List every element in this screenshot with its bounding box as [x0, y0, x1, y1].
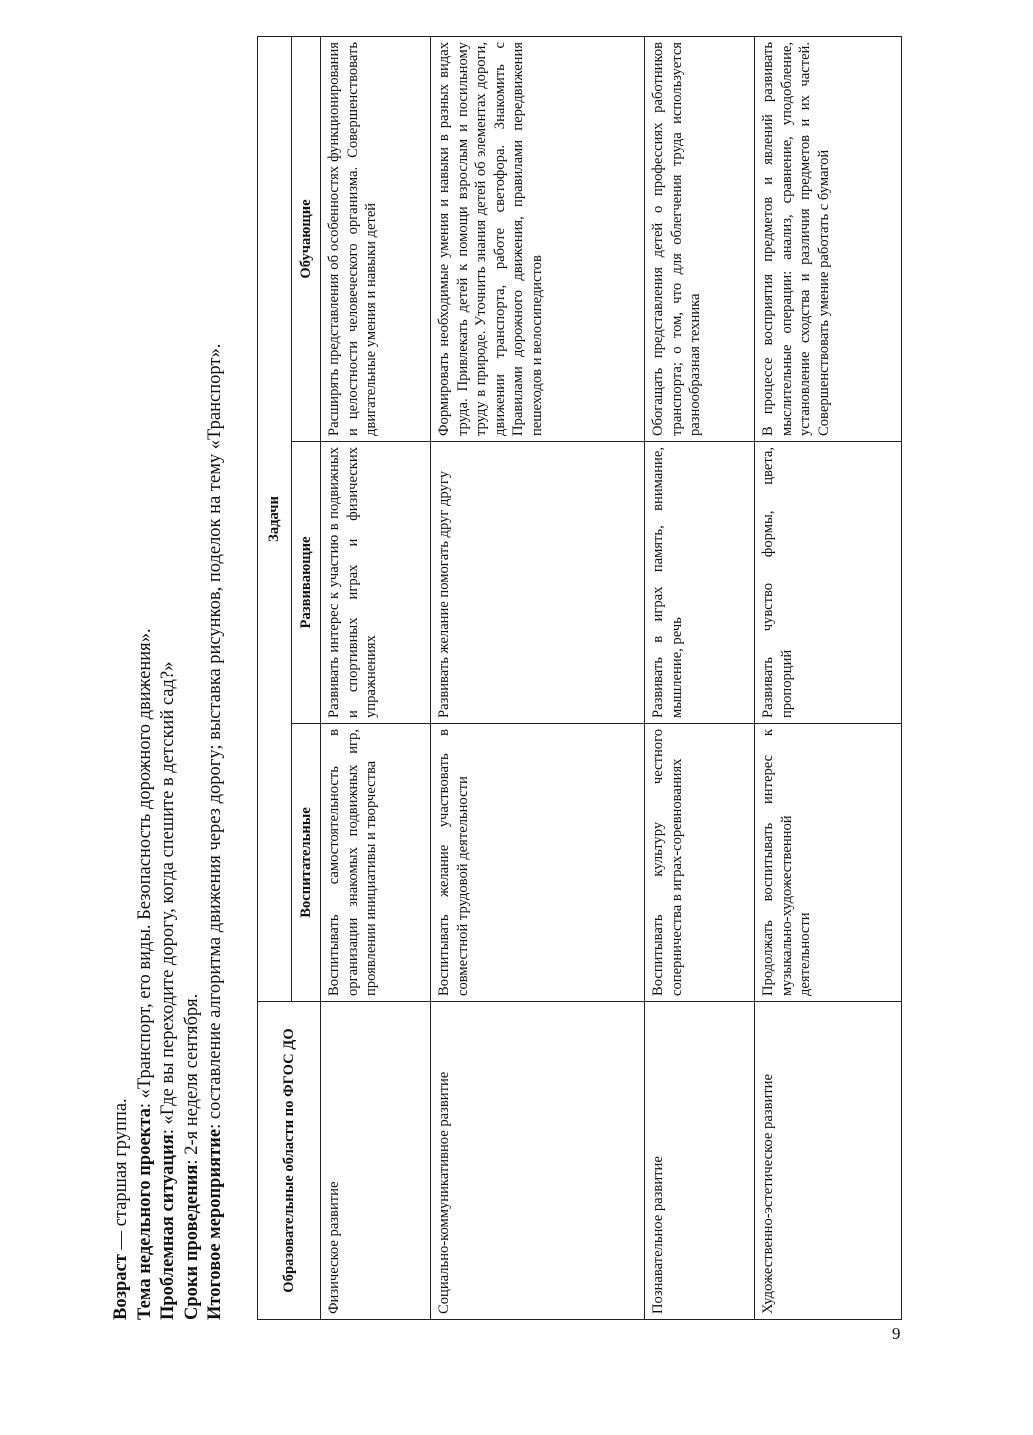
table-row	[431, 36, 645, 1319]
cell-developing: Развивать желание помогать друг другу	[431, 442, 645, 724]
header-tasks: Задачи	[258, 36, 292, 1001]
rotated-page-content	[110, 20, 930, 1320]
table-row	[755, 36, 902, 1319]
table-header-row	[258, 36, 292, 1319]
header-educational: Воспитательные	[292, 724, 321, 1002]
cell-educational: Воспитывать самостоятельность в организации знакомых подвижных игр, проявлении инициативы и творчества	[321, 724, 431, 1002]
cell-area: Физическое развитие	[321, 1002, 431, 1320]
cell-area: Познавательное развитие	[645, 1002, 755, 1320]
project-info	[110, 20, 228, 1320]
page-number: 9	[892, 1324, 901, 1343]
cell-educational: Воспитывать желание участвовать в совместной трудовой деятельности	[431, 724, 645, 1002]
table-row	[321, 36, 431, 1319]
cell-area: Художественно-эстетическое развитие	[755, 1002, 902, 1320]
age-line: Возраст — старшая группа.	[111, 1098, 131, 1320]
cell-teaching: В процессе восприятия предметов и явлений развивать мыслительные операции: анализ, сравнение, уподобление, установление сходства и различия предметов и их частей. Совершенствовать умение работать с бумагой	[755, 36, 902, 441]
cell-area: Социально-коммуникативное развитие	[431, 1002, 645, 1320]
header-developing: Развивающие	[292, 442, 321, 724]
tasks-table	[257, 36, 902, 1320]
cell-teaching: Расширять представления об особенностях функционирования и целостности человеческого организма. Совершенствовать двигательные умения и навыки детей	[321, 36, 431, 441]
header-area: Образовательные области по ФГОС ДО	[258, 1002, 321, 1320]
cell-teaching: Обогащать представления детей о профессиях работников транспорта; о том, что для облегчения труда используется разнообразная техника	[645, 36, 755, 441]
table-row	[645, 36, 755, 1319]
cell-teaching: Формировать необходимые умения и навыки в разных видах труда. Привлекать детей к помощи взрослым и посильному труду в природе. Уточнить знания детей об элементах дороги, движении транспорта, работе светофора. Знакомить с Правилами дорожного движения, правилами передвижения пешеходов и велосипедистов	[431, 36, 645, 441]
cell-educational: Воспитывать культуру честного соперничества в играх-соревнованиях	[645, 724, 755, 1002]
problem-line: Проблемная ситуация: «Где вы переходите дорогу, когда спешите в детский сад?»	[158, 661, 179, 1320]
cell-developing: Развивать интерес к участию в подвижных и спортивных играх и физических упражнениях	[321, 442, 431, 724]
cell-developing: Развивать в играх память, внимание, мышление, речь	[645, 442, 755, 724]
cell-educational: Продолжать воспитывать интерес к музыкально-художественной деятельности	[755, 724, 902, 1002]
cell-developing: Развивать чувство формы, цвета, пропорций	[755, 442, 902, 724]
topic-line: Тема недельного проекта: «Транспорт, его виды. Безопасность дорожного движения».	[134, 628, 155, 1320]
header-teaching: Обучающие	[292, 36, 321, 441]
final-event-line: Итоговое мероприятие: составление алгоритма движения через дорогу; выставка рисунков, поделок на тему «Транспорт».	[205, 343, 226, 1320]
dates-line: Сроки проведения: 2-я неделя сентября.	[181, 993, 202, 1320]
